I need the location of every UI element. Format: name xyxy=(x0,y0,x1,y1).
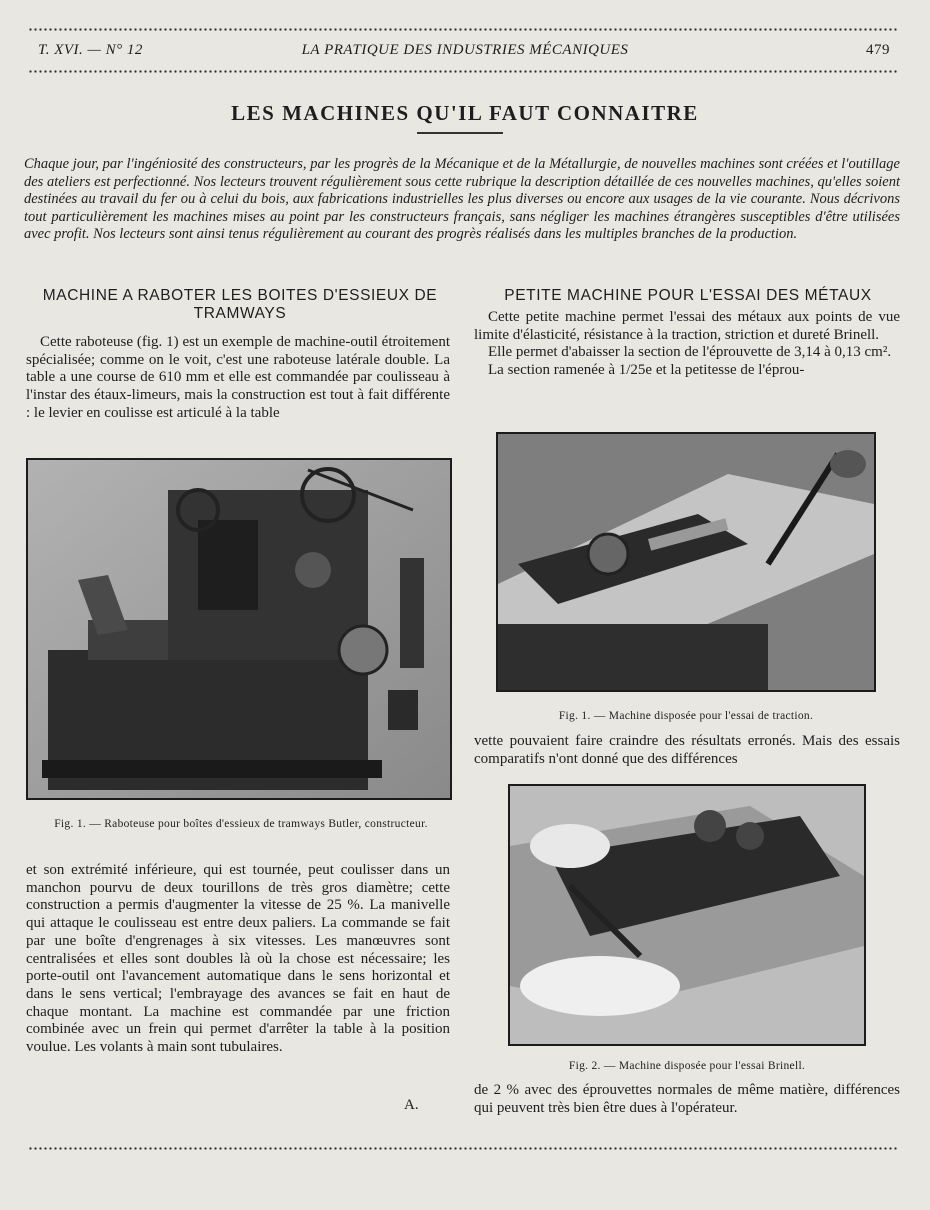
right-paragraph-5: de 2 % avec des éprouvettes normales de même matière, différences qui peuvent très bien être dues à l'opérateur. xyxy=(474,1082,900,1116)
footer-dotted-rule xyxy=(28,1147,898,1150)
right-paragraph-3: La section ramenée à 1/25e et la petitesse de l'éprou- xyxy=(488,362,805,379)
header-volume: T. XVI. — N° 12 xyxy=(38,42,143,58)
right-figure2-caption: Fig. 2. — Machine disposée pour l'essai Brinell. xyxy=(568,1060,806,1072)
figure-brinell-photo xyxy=(508,784,866,1046)
traction-machine-illustration xyxy=(498,434,874,690)
right-figure1-caption: Fig. 1. — Machine disposée pour l'essai de traction. xyxy=(558,710,814,722)
raboteuse-illustration xyxy=(28,460,450,798)
brinell-machine-illustration xyxy=(510,786,864,1044)
right-paragraph-2: Elle permet d'abaisser la section de l'éprouvette de 3,14 à 0,13 cm². xyxy=(488,344,892,361)
left-article-continued xyxy=(26,862,450,1057)
left-paragraph-1: Cette raboteuse (fig. 1) est un exemple de machine-outil étroitement spécialisée; comme on le voit, c'est une raboteuse latérale double. La table a une course de 610 mm et elle est commandée par coulisseau à l'instar des étaux-limeurs, mais la construction est tout à fait différente : le levier en coulisse est articulé à la table xyxy=(26,334,450,421)
left-article-intro xyxy=(26,334,450,423)
intro-paragraph: Chaque jour, par l'ingéniosité des constructeurs, par les progrès de la Mécanique et de la Métallurgie, de nouvelles machines sont créées et l'outillage des ateliers est perfectionné. Nos lecteurs trouvent régulièrement sous cette rubrique la description détaillée de ces nouvelles machines, qu'elles soient destinées au travail du fer ou à celui du bois, aux fabrications industrielles les plus diverses ou encore aux usages de la vie courante. Nous décrivons tout particulièrement les machines mises au point par les constructeurs français, sans négliger les machines étrangères susceptibles d'être utilisées avec profit. Nos lecteurs sont ainsi tenus régulièrement au courant des progrès réalisés dans les multiples branches de la production. xyxy=(24,156,900,243)
top-dotted-rule xyxy=(28,28,898,31)
left-paragraph-2: et son extrémité inférieure, qui est tournée, peut coulisser dans un manchon pourvu de deux tourillons de très gros diamètre; cette construction a permis d'augmenter la vitesse de 25 %. La manivelle qui attaque le coulisseau est entre deux paliers. La commande se fait par une boîte d'engrenages à six vitesses. Les manœuvres sont centralisées et elles sont doubles là où la chose est nécessaire; les porte-outil ont l'avancement automatique dans le sens horizontal et dans le sens vertical; l'embrayage des avances se fait en haut de chaque montant. La machine est commandée par une friction combinée avec un frein qui permet d'arrêter la table à la position voulue. Les volants à main sont tubulaires. xyxy=(26,862,450,1056)
figure-raboteuse-photo xyxy=(26,458,452,800)
right-article-intro xyxy=(474,309,900,380)
right-article-end xyxy=(474,1082,900,1117)
section-title: LES MACHINES QU'IL FAUT CONNAITRE xyxy=(231,101,699,125)
title-underline xyxy=(417,132,503,134)
page-number: 479 xyxy=(866,42,890,58)
article-signature: A. xyxy=(404,1097,419,1113)
left-article-heading: MACHINE A RABOTER LES BOITES D'ESSIEUX DE TRAMWAYS xyxy=(42,287,438,322)
header-journal-title: LA PRATIQUE DES INDUSTRIES MÉCANIQUES xyxy=(301,42,629,58)
right-paragraph-1: Cette petite machine permet l'essai des métaux aux points de vue limite d'élasticité, résistance à la traction, striction et dureté Brinell. xyxy=(474,309,900,343)
right-article-heading: PETITE MACHINE POUR L'ESSAI DES MÉTAUX xyxy=(504,287,872,304)
left-figure-caption: Fig. 1. — Raboteuse pour boîtes d'essieux de tramways Butler, constructeur. xyxy=(54,818,428,830)
right-paragraph-4: vette pouvaient faire craindre des résultats erronés. Mais des essais comparatifs n'ont donné que des différences xyxy=(474,733,900,767)
header-dotted-rule xyxy=(28,70,898,73)
figure-traction-photo xyxy=(496,432,876,692)
right-article-middle xyxy=(474,733,900,768)
